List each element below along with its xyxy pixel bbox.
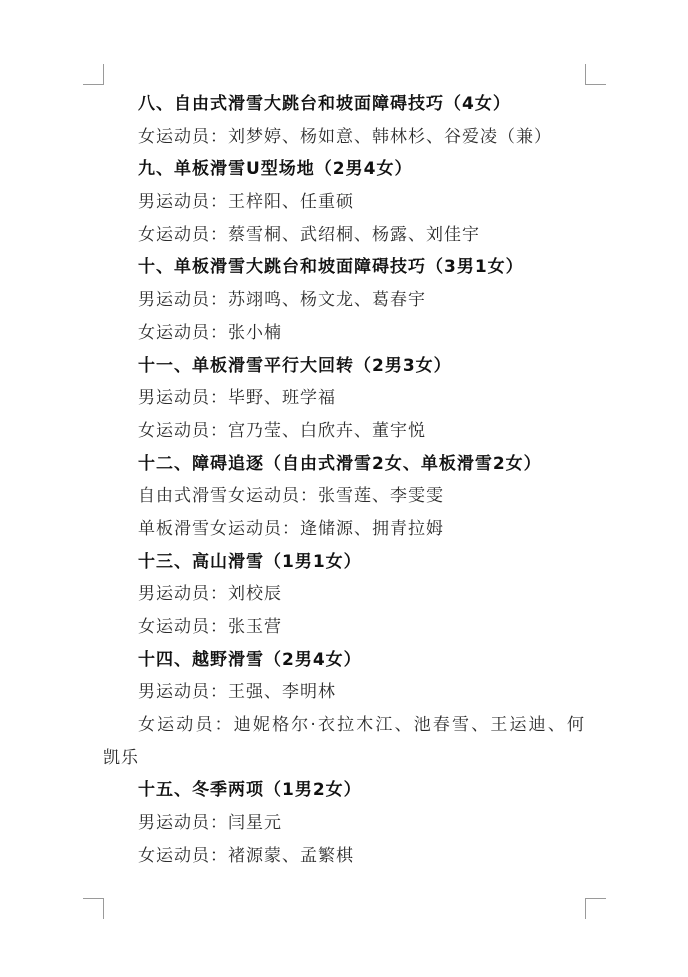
document-body	[103, 88, 585, 873]
section-heading-15: 十五、冬季两项（1男2女）	[138, 780, 362, 801]
section-heading-10: 十、单板滑雪大跳台和坡面障碍技巧（3男1女）	[138, 257, 524, 278]
section-heading-13: 十三、高山滑雪（1男1女）	[138, 551, 362, 572]
athlete-line-wrapped-continuation: 凯乐	[103, 747, 139, 768]
athlete-line: 女运动员：张玉营	[138, 617, 282, 637]
section-heading-8: 八、自由式滑雪大跳台和坡面障碍技巧（4女）	[138, 94, 511, 114]
crop-mark-top-left	[83, 64, 104, 85]
athlete-line-wrapped-first: 女运动员：迪妮格尔·衣拉木江、池春雪、王运迪、何	[138, 715, 585, 736]
athlete-line: 男运动员：毕野、班学福	[138, 388, 336, 409]
athlete-line: 男运动员：王梓阳、任重硕	[138, 192, 354, 213]
section-heading-14: 十四、越野滑雪（2男4女）	[138, 649, 362, 670]
athlete-line: 男运动员：苏翊鸣、杨文龙、葛春宇	[138, 290, 426, 311]
crop-mark-top-right	[585, 64, 606, 85]
athlete-line: 男运动员：刘校辰	[138, 584, 282, 605]
athlete-line: 女运动员：张小楠	[138, 322, 282, 343]
crop-mark-bottom-right	[585, 898, 606, 919]
athlete-line: 女运动员：褚源蒙、孟繁棋	[138, 845, 354, 866]
athlete-line: 男运动员：王强、李明林	[138, 682, 336, 703]
crop-mark-bottom-left	[83, 898, 104, 919]
athlete-line: 单板滑雪女运动员：逄储源、拥青拉姆	[138, 518, 444, 539]
section-heading-12: 十二、障碍追逐（自由式滑雪2女、单板滑雪2女）	[138, 453, 542, 474]
section-heading-9: 九、单板滑雪U型场地（2男4女）	[138, 159, 413, 180]
athlete-line: 自由式滑雪女运动员：张雪莲、李雯雯	[138, 486, 444, 507]
athlete-line-wrapped	[103, 709, 585, 774]
athlete-line: 男运动员：闫星元	[138, 813, 282, 834]
section-heading-11: 十一、单板滑雪平行大回转（2男3女）	[138, 355, 452, 376]
athlete-line: 女运动员：刘梦婷、杨如意、韩林杉、谷爱凌（兼）	[138, 126, 552, 147]
athlete-line: 女运动员：蔡雪桐、武绍桐、杨露、刘佳宇	[138, 224, 480, 245]
athlete-line: 女运动员：宫乃莹、白欣卉、董宇悦	[138, 420, 426, 441]
